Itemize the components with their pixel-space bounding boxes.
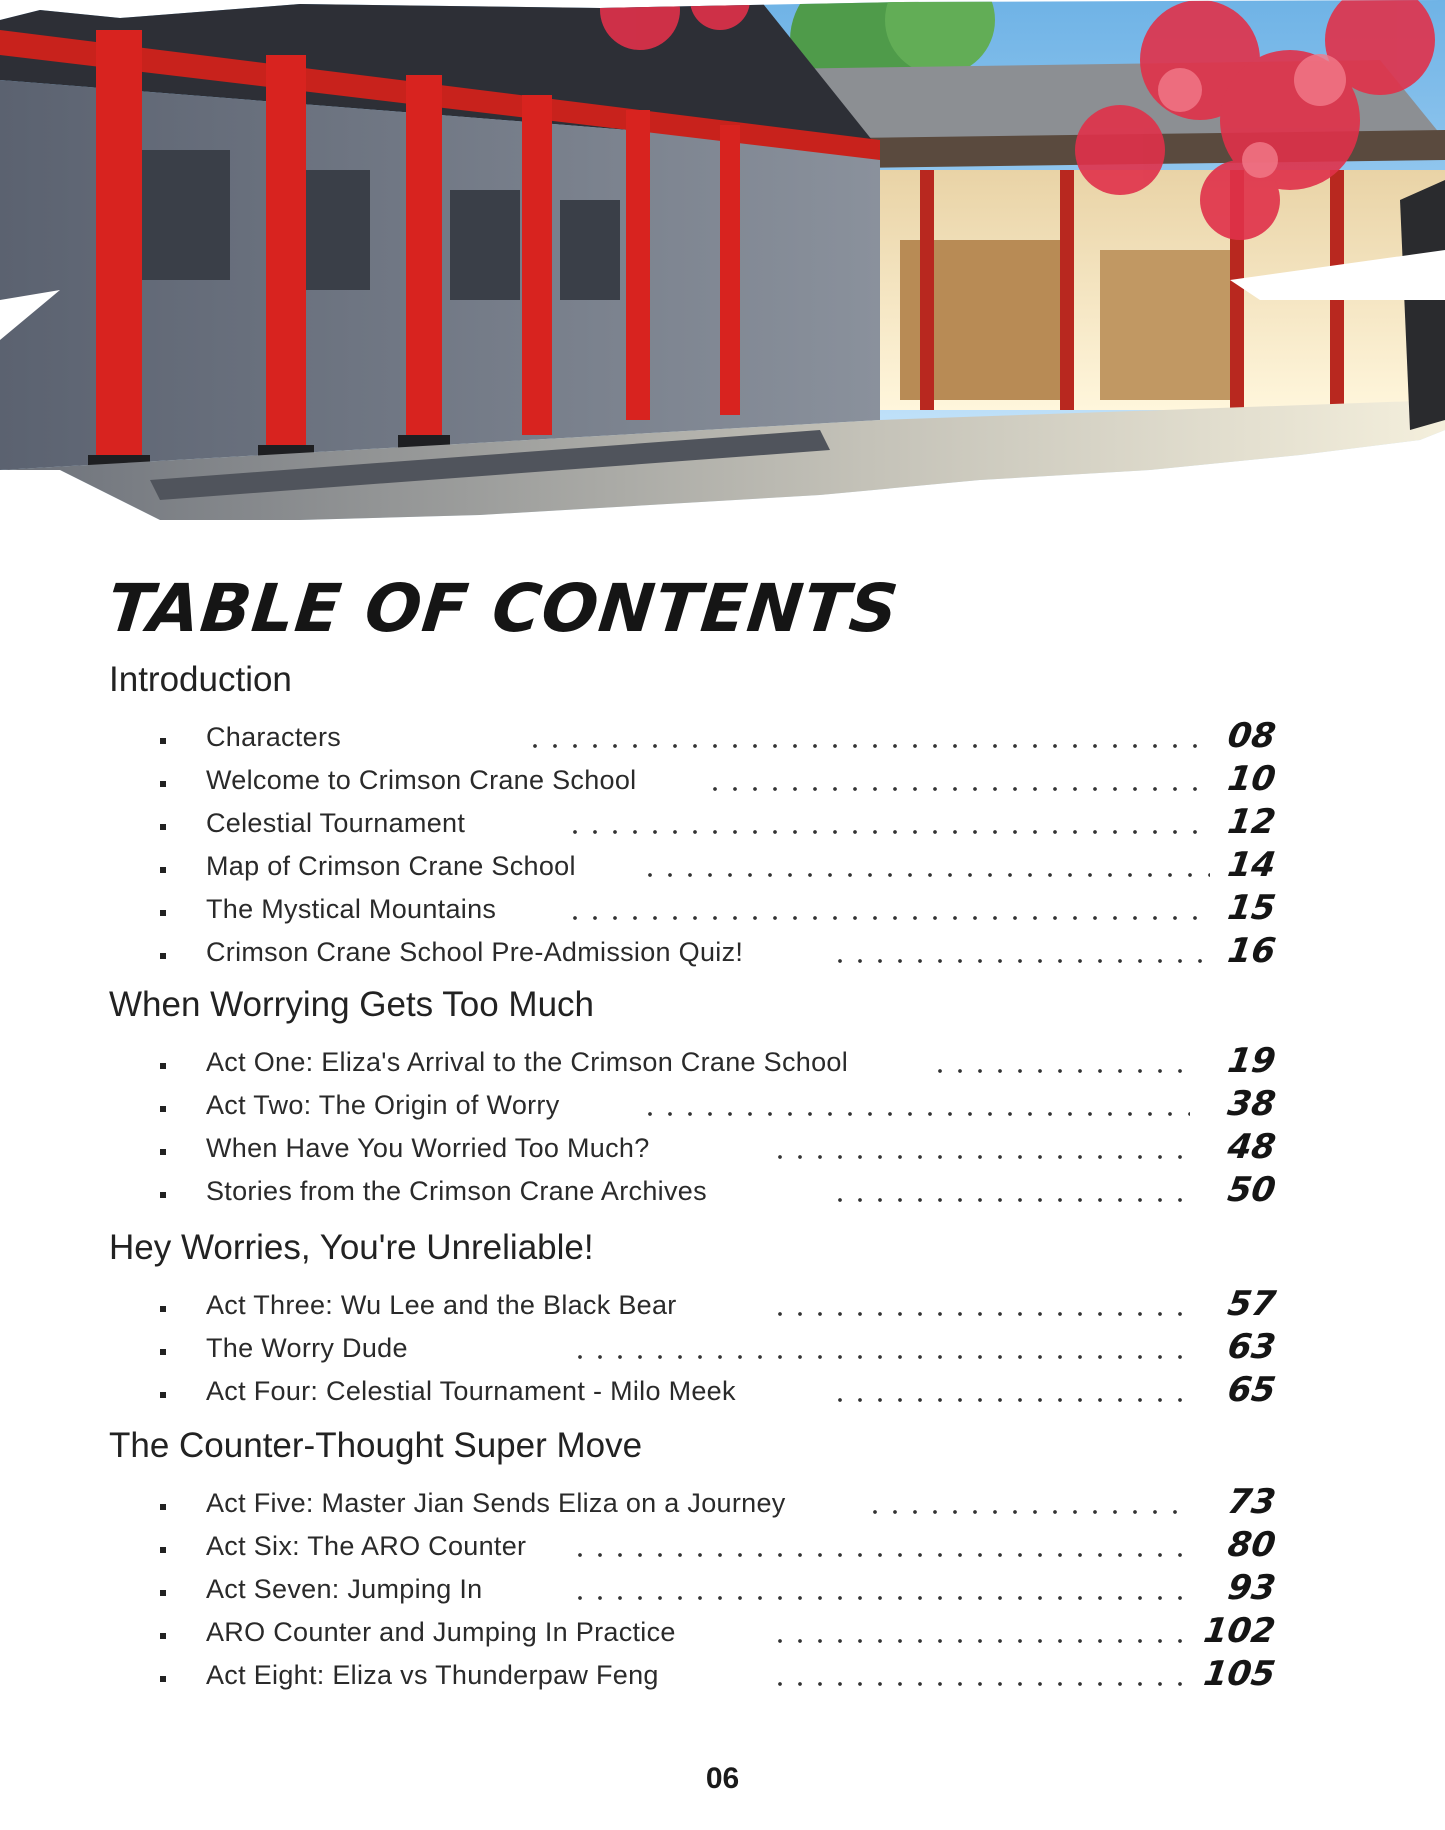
toc-entry[interactable] [0,888,1445,936]
dot-leader [565,830,1210,834]
page-number: 06 [705,1762,740,1795]
entry-page-number: 65 [1224,1370,1278,1410]
toc-entry[interactable] [0,759,1445,807]
entry-label: Celestial Tournament [206,808,466,838]
section-heading: Introduction [109,660,292,699]
entry-page-number: 16 [1224,931,1278,971]
bullet-square-icon [160,781,166,787]
bullet-square-icon [160,1392,166,1398]
bullet-square-icon [160,910,166,916]
entry-page-number: 15 [1224,888,1278,928]
toc-title: TABLE OF CONTENTS [103,570,903,647]
entry-label: Act Five: Master Jian Sends Eliza on a Journey [206,1488,786,1518]
entry-label: Map of Crimson Crane School [206,851,576,881]
entry-label: Act Eight: Eliza vs Thunderpaw Feng [206,1660,659,1690]
toc-entry[interactable] [0,1568,1445,1616]
toc-entry[interactable] [0,1525,1445,1573]
dot-leader [705,787,1210,791]
bullet-square-icon [160,1349,166,1355]
entry-label: Crimson Crane School Pre-Admission Quiz! [206,937,744,967]
toc-entry[interactable] [0,1127,1445,1175]
bullet-square-icon [160,1504,166,1510]
toc-entry[interactable] [0,716,1445,764]
entry-label: Act Six: The ARO Counter [206,1531,527,1561]
bullet-square-icon [160,1106,166,1112]
entry-label: ARO Counter and Jumping In Practice [206,1617,676,1647]
entry-page-number: 105 [1201,1654,1278,1694]
entry-label: Act Three: Wu Lee and the Black Bear [206,1290,677,1320]
dot-leader [525,744,1210,748]
dot-leader [570,1355,1190,1359]
bullet-square-icon [160,867,166,873]
dot-leader [770,1312,1190,1316]
entry-page-number: 80 [1224,1525,1278,1565]
bullet-square-icon [160,1063,166,1069]
toc-entry[interactable] [0,845,1445,893]
dot-leader [565,916,1210,920]
bullet-square-icon [160,824,166,830]
dot-leader [640,873,1210,877]
entry-page-number: 50 [1224,1170,1278,1210]
bullet-square-icon [160,953,166,959]
entry-page-number: 93 [1224,1568,1278,1608]
toc-entry[interactable] [0,802,1445,850]
entry-label: Welcome to Crimson Crane School [206,765,637,795]
bullet-square-icon [160,1633,166,1639]
toc-entry[interactable] [0,1654,1445,1702]
section-heading: When Worrying Gets Too Much [109,985,595,1024]
entry-label: Act One: Eliza's Arrival to the Crimson Crane School [206,1047,849,1077]
dot-leader [770,1155,1190,1159]
dot-leader [830,959,1210,963]
dot-leader [930,1069,1190,1073]
entry-page-number: 57 [1224,1284,1278,1324]
section-heading: The Counter-Thought Super Move [109,1426,643,1465]
dot-leader [830,1198,1190,1202]
bullet-square-icon [160,1676,166,1682]
entry-page-number: 102 [1201,1611,1278,1651]
dot-leader [570,1553,1190,1557]
toc-entry[interactable] [0,1170,1445,1218]
toc-entry[interactable] [0,931,1445,979]
dot-leader [570,1596,1190,1600]
bullet-square-icon [160,1547,166,1553]
entry-page-number: 14 [1224,845,1278,885]
entry-label: Act Two: The Origin of Worry [206,1090,560,1120]
entry-page-number: 73 [1224,1482,1278,1522]
entry-label: Act Seven: Jumping In [206,1574,483,1604]
bullet-square-icon [160,1192,166,1198]
entry-page-number: 19 [1224,1041,1278,1081]
entry-page-number: 63 [1224,1327,1278,1367]
entry-label: Stories from the Crimson Crane Archives [206,1176,707,1206]
entry-label: When Have You Worried Too Much? [206,1133,650,1163]
toc-entry[interactable] [0,1611,1445,1659]
entry-label: The Mystical Mountains [206,894,497,924]
toc-entry[interactable] [0,1482,1445,1530]
toc-entry[interactable] [0,1041,1445,1089]
entry-page-number: 48 [1224,1127,1278,1167]
entry-page-number: 08 [1224,716,1278,756]
dot-leader [770,1639,1190,1643]
toc-entry[interactable] [0,1284,1445,1332]
entry-label: Characters [206,722,342,752]
bullet-square-icon [160,738,166,744]
dot-leader [770,1682,1190,1686]
entry-label: Act Four: Celestial Tournament - Milo Meek [206,1376,736,1406]
entry-page-number: 10 [1224,759,1278,799]
bullet-square-icon [160,1306,166,1312]
dot-leader [830,1398,1190,1402]
entry-page-number: 38 [1224,1084,1278,1124]
toc-entry[interactable] [0,1084,1445,1132]
dot-leader [865,1510,1190,1514]
section-heading: Hey Worries, You're Unreliable! [109,1228,594,1267]
header-illustration [0,0,1445,560]
entry-page-number: 12 [1224,802,1278,842]
bullet-square-icon [160,1590,166,1596]
toc-entry[interactable] [0,1370,1445,1418]
dot-leader [640,1112,1190,1116]
toc-entry[interactable] [0,1327,1445,1375]
bullet-square-icon [160,1149,166,1155]
entry-label: The Worry Dude [206,1333,408,1363]
